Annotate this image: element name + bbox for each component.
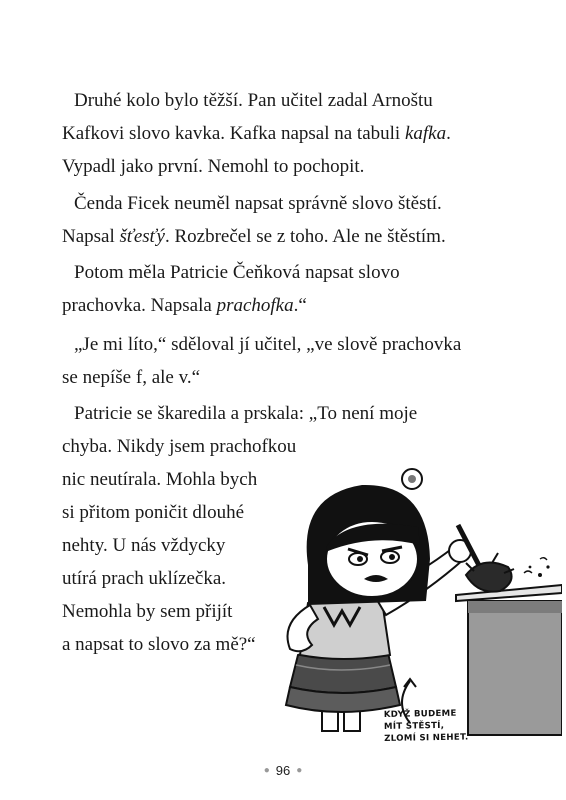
- text-line: nehty. U nás vždycky: [62, 535, 226, 556]
- text-line: „Je mi líto,“ sděloval jí učitel, „ve slově prachovka: [74, 334, 462, 355]
- text-line: prachovka. Napsala prachofka.“: [62, 295, 307, 316]
- text-line: chyba. Nikdy jsem prachofkou: [62, 436, 297, 457]
- girl-head: [307, 469, 430, 605]
- illustration-caption: [384, 707, 495, 745]
- text-line: nic neutírala. Mohla bych: [62, 469, 258, 490]
- text-line: Patricie se škaredila a prskala: „To není moje: [74, 403, 418, 424]
- text-line: Čenda Ficek neuměl napsat správně slovo štěstí.: [74, 193, 442, 214]
- paragraph-4: [62, 328, 461, 394]
- caption-line: KDYŽ BUDEME: [383, 708, 457, 720]
- text-line: a napsat to slovo za mě?“: [62, 634, 256, 655]
- text-line: utírá prach uklízečka.: [62, 568, 227, 589]
- paragraph-2: [62, 187, 446, 253]
- bullet-icon: ●: [296, 765, 303, 776]
- text-line: Napsal šťesťý. Rozbrečel se z toho. Ale ne štěstím.: [62, 226, 446, 247]
- italic-word: kafka: [404, 123, 447, 144]
- paragraph-3: [62, 256, 400, 322]
- girl-torso: [300, 596, 390, 659]
- text-line: si přitom poničit dlouhé: [62, 502, 245, 523]
- girl-dusting-illustration: [278, 455, 562, 745]
- caption-line: MÍT ŠTĚSTÍ,: [383, 720, 445, 732]
- page-number-footer: [0, 763, 566, 778]
- text-line: Nemohla by sem přijít: [62, 601, 233, 622]
- text-line: Vypadl jako první. Nemohl to pochopit.: [62, 156, 365, 177]
- italic-word: šťesťý: [119, 226, 165, 247]
- page-number: 96: [275, 763, 291, 778]
- text-line: Druhé kolo bylo těžší. Pan učitel zadal Arnoštu: [74, 90, 433, 111]
- italic-word: prachofka: [216, 295, 294, 316]
- text-line: Potom měla Patricie Čeňková napsat slovo: [74, 262, 400, 283]
- caption-line: ZLOMÍ SI NEHET.: [384, 732, 469, 744]
- text-line: se nepíše f, ale v.“: [62, 367, 201, 388]
- paragraph-1: [62, 84, 451, 183]
- text-line: Kafkovi slovo kavka. Kafka napsal na tabuli kafka.: [62, 123, 451, 144]
- bullet-icon: ●: [263, 765, 270, 776]
